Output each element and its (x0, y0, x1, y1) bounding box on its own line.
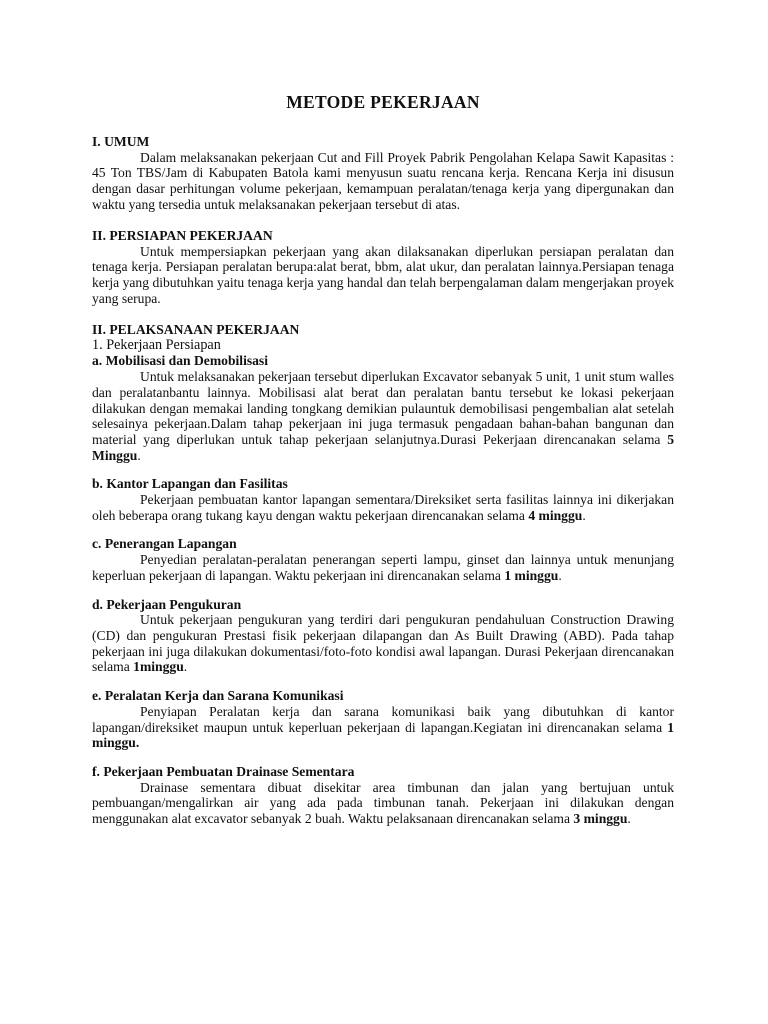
subheading-kantor-lapangan: b. Kantor Lapangan dan Fasilitas (92, 476, 288, 492)
paragraph-end: . (558, 567, 562, 583)
subheading-peralatan-kerja: e. Peralatan Kerja dan Sarana Komunikasi (92, 688, 344, 704)
paragraph-persiapan: Untuk mempersiapkan pekerjaan yang akan dilaksanakan diperlukan persiapan peralatan dan tenaga kerja. Persiapan peralatan berupa:alat berat, bbm, alat ukur, dan peralatan lainnya.Persiapan tenaga kerja yang dibutuhkan yaitu tenaga kerja yang handal dan telah berpengalaman dalam mengerjakan proyek yang serupa. (92, 243, 674, 306)
paragraph-text: Penyedian peralatan-peralatan penerangan seperti lampu, ginset dan lainnya untuk menunjang keperluan pekerjaan di lapangan. Waktu pekerjaan ini direncanakan selama (92, 552, 674, 583)
paragraph-end: . (183, 659, 188, 675)
document-page (92, 92, 674, 827)
subheading-pengukuran: d. Pekerjaan Pengukuran (92, 596, 242, 612)
paragraph-end: . (582, 507, 586, 523)
duration-penerangan: 1 minggu (504, 567, 559, 583)
duration-drainase: 3 minggu (573, 811, 628, 827)
paragraph-umum: Dalam melaksanakan pekerjaan Cut and Fill Proyek Pabrik Pengolahan Kelapa Sawit Kapasitas : 45 Ton TBS/Jam di Kabupaten Batola kami menyusun suatu rencana kerja. Rencana Kerja ini disusun dengan dasar perhitungan volume pekerjaan, kemampuan peralatan/tenaga kerja yang dipergunakan dan waktu yang tersedia untuk melaksanakan pekerjaan tersebut di atas. (92, 149, 674, 212)
section-heading-persiapan: II. PERSIAPAN PEKERJAAN (92, 228, 273, 244)
duration-mobilisasi: 5 Minggu (92, 431, 674, 463)
paragraph-penerangan (92, 552, 674, 583)
paragraph-drainase (92, 780, 674, 827)
paragraph-text: Untuk pekerjaan pengukuran yang terdiri dari pengukuran pendahuluan Construction Drawing (CD) dan pengukuran Prestasi fisik pekerjaan dilapangan dan As Built Drawing (ABD). Pada tahap pekerjaan ini juga dilakukan dokumentasi/foto-foto kondisi awal lapangan. Durasi Pekerjaan direncanakan selama (92, 612, 674, 675)
paragraph-end: . (627, 811, 631, 827)
section-heading-pelaksanaan: II. PELAKSANAAN PEKERJAAN (92, 322, 300, 338)
paragraph-text: Pekerjaan pembuatan kantor lapangan sementara/Direksiket serta fasilitas lainnya ini dikerjakan oleh beberapa orang tukang kayu dengan waktu pekerjaan direncanakan selama (92, 492, 674, 523)
paragraph-end: . (137, 447, 141, 463)
subheading-drainase: f. Pekerjaan Pembuatan Drainase Sementara (92, 763, 355, 779)
duration-kantor-lapangan: 4 minggu (528, 507, 583, 523)
paragraph-text: Penyiapan Peralatan kerja dan sarana komunikasi baik yang dibutuhkan di kantor lapangan/direksiket maupun untuk keperluan pekerjaan di lapangan.Kegiatan ini direncanakan selama (92, 703, 674, 735)
paragraph-text: Untuk melaksanakan pekerjaan tersebut diperlukan Excavator sebanyak 5 unit, 1 unit stum walles dan peralatanbantu lainnya. Mobilisasi alat berat dan peralatan bantu tersebut ke lokasi pekerjaan dilakukan dengan memakai landing tongkang demikian pulauntuk demobilisasi pengembalian alat setelah selesainya pekerjaan.Dalam tahap pekerjaan ini juga termasuk pengadaan bahan-bahan bangunan dan material yang diperlukan untuk tahap pekerjaan selanjutnya.Durasi Pekerjaan direncanakan selama (92, 369, 674, 447)
paragraph-mobilisasi (92, 369, 674, 463)
duration-peralatan-kerja: 1 minggu. (92, 719, 674, 751)
paragraph-kantor-lapangan (92, 492, 674, 523)
subheading-penerangan: c. Penerangan Lapangan (92, 536, 237, 552)
subheading-mobilisasi: a. Mobilisasi dan Demobilisasi (92, 353, 268, 369)
page-title: METODE PEKERJAAN (286, 92, 480, 112)
subheading-pekerjaan-persiapan: 1. Pekerjaan Persiapan (92, 336, 221, 353)
paragraph-pengukuran (92, 612, 674, 675)
section-heading-umum: I. UMUM (92, 134, 150, 149)
duration-pengukuran: 1minggu (133, 659, 184, 675)
paragraph-text: Drainase sementara dibuat disekitar area timbunan dan jalan yang bertujuan untuk pembuangan/mengalirkan air yang ada pada timbunan tanah. Pekerjaan ini dilakukan dengan menggunakan alat excavator sebanyak 2 buah. Waktu pelaksanaan direncanakan selama (92, 779, 674, 827)
paragraph-peralatan-kerja (92, 704, 674, 751)
